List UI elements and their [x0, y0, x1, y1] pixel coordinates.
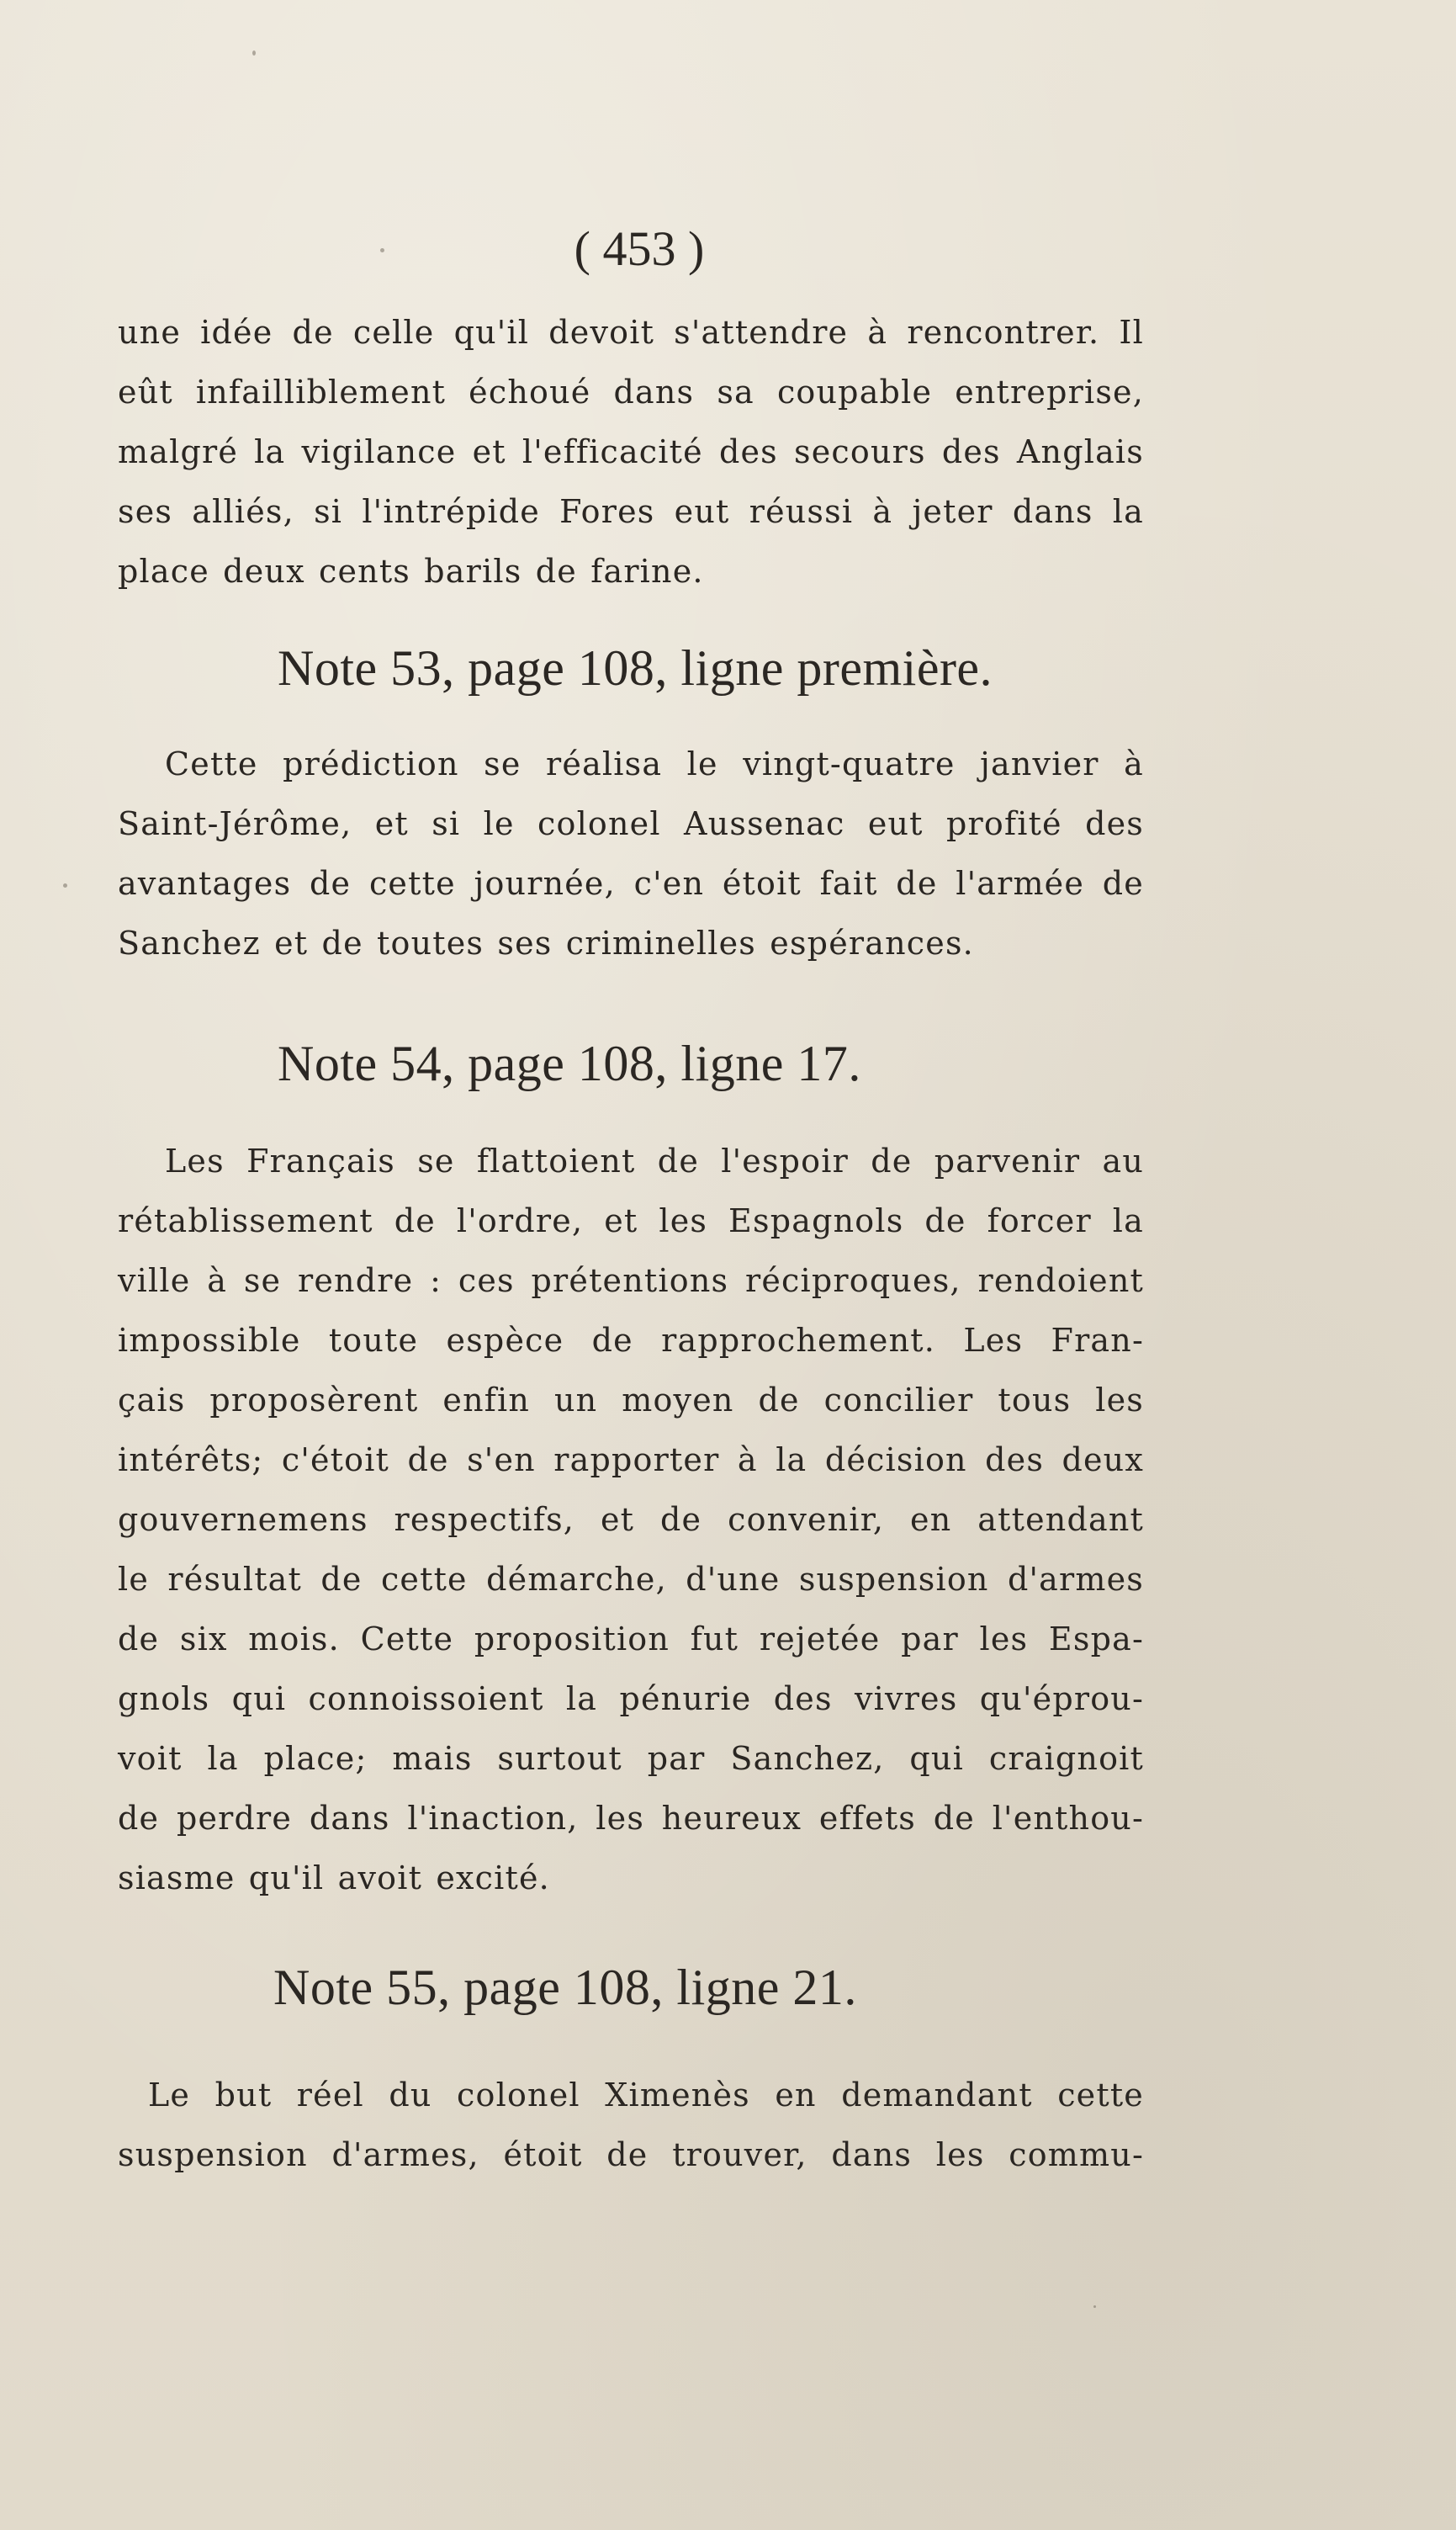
note-53-body: [118, 735, 1144, 973]
text-line: malgré la vigilance et l'efficacité des secours des Anglais: [118, 433, 1144, 470]
text-line: une idée de celle qu'il devoit s'attendre à rencontrer. Il: [118, 314, 1144, 351]
text-line: impossible toute espèce de rapprochement. Les Fran-: [118, 1322, 1144, 1359]
text-line: ville à se rendre : ces prétentions réciproques, rendoient: [118, 1262, 1144, 1299]
text-line: Les Français se flattoient de l'espoir de parvenir au: [165, 1143, 1144, 1180]
text-line: Cette prédiction se réalisa le vingt-quatre janvier à: [165, 745, 1144, 782]
text-line: intérêts; c'étoit de s'en rapporter à la décision des deux: [118, 1441, 1144, 1478]
page-number: ( 453 ): [574, 221, 705, 276]
note-heading: Note 55, page 108, ligne 21.: [273, 1960, 857, 2015]
note-heading: Note 54, page 108, ligne 17.: [278, 1036, 861, 1091]
text-line: de perdre dans l'inaction, les heureux effets de l'enthou-: [118, 1800, 1144, 1837]
text-line: voit la place; mais surtout par Sanchez, qui craignoit: [118, 1740, 1144, 1777]
text-line: avantages de cette journée, c'en étoit fait de l'armée de: [118, 865, 1144, 902]
note-heading: Note 53, page 108, ligne première.: [278, 640, 993, 696]
text-line: Saint-Jérôme, et si le colonel Aussenac eut profité des: [118, 805, 1144, 842]
paragraph: [118, 735, 1144, 973]
text-line: Le but réel du colonel Ximenès en demandant cette: [148, 2077, 1144, 2114]
text-line: place deux cents barils de farine.: [118, 553, 704, 590]
text-line: ses alliés, si l'intrépide Fores eut réussi à jeter dans la: [118, 493, 1144, 530]
note-54-body: [118, 1132, 1144, 1908]
text-line: siasme qu'il avoit excité.: [118, 1859, 550, 1896]
text-line: le résultat de cette démarche, d'une suspension d'armes: [118, 1561, 1144, 1598]
text-line: gouvernemens respectifs, et de convenir, en attendant: [118, 1501, 1144, 1538]
intro-paragraph: [118, 303, 1144, 602]
paragraph: [118, 2066, 1144, 2185]
paragraph: [118, 1132, 1144, 1908]
text-line: çais proposèrent enfin un moyen de concilier tous les: [118, 1382, 1144, 1419]
text-line: de six mois. Cette proposition fut rejetée par les Espa-: [118, 1620, 1144, 1657]
note-55-body: [118, 2066, 1144, 2185]
text-line: rétablissement de l'ordre, et les Espagnols de forcer la: [118, 1202, 1144, 1239]
text-line: suspension d'armes, étoit de trouver, dans les commu-: [118, 2136, 1144, 2173]
text-line: gnols qui connoissoient la pénurie des vivres qu'éprou-: [118, 1680, 1144, 1717]
text-line: eût infailliblement échoué dans sa coupable entreprise,: [118, 374, 1144, 411]
text-line: Sanchez et de toutes ses criminelles espérances.: [118, 925, 974, 962]
paragraph: [118, 303, 1144, 602]
